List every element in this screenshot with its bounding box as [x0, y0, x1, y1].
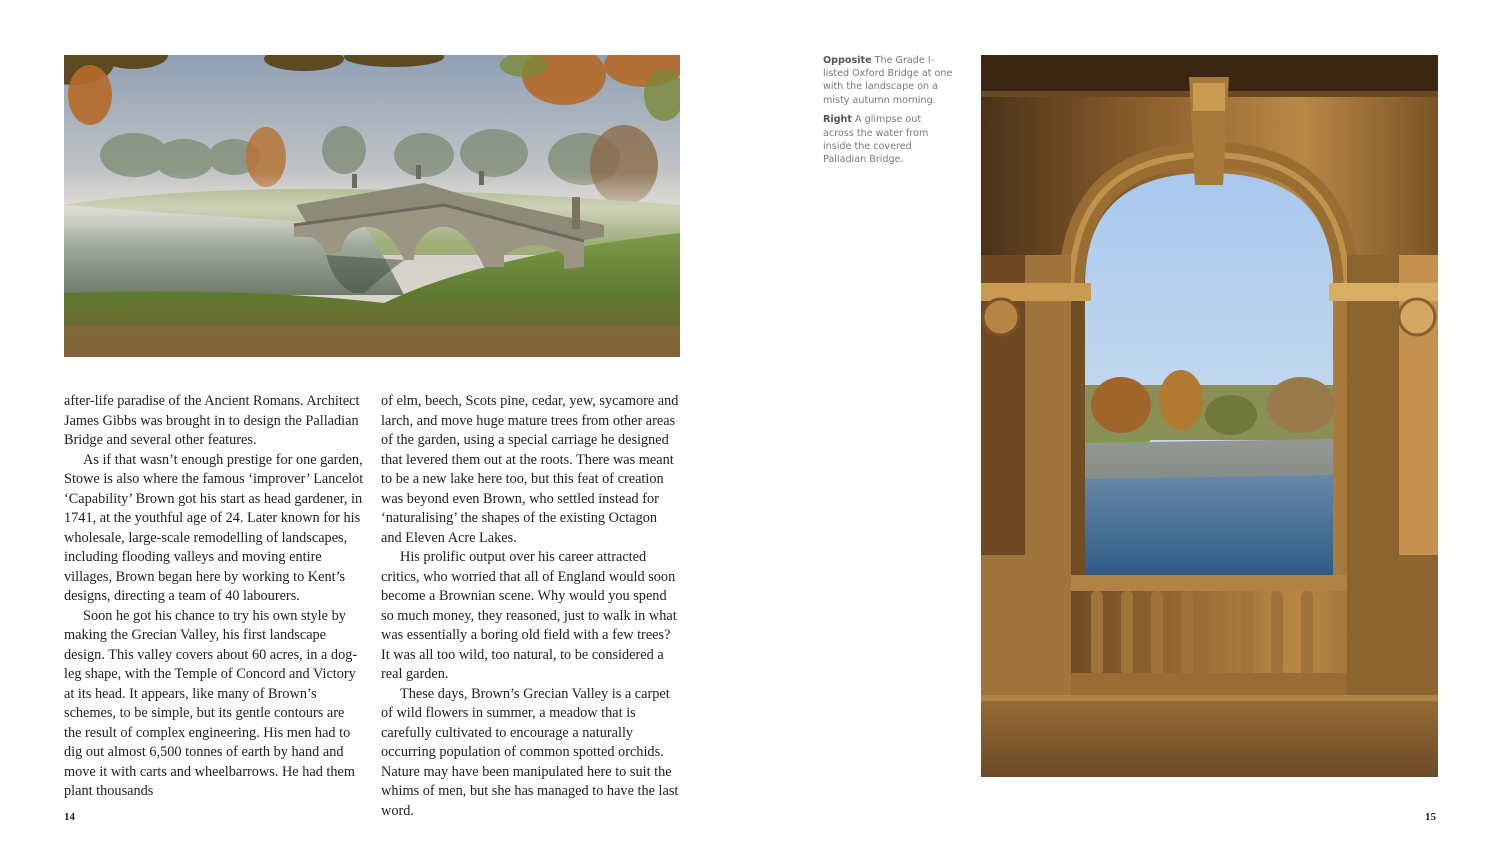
body-column-2 [381, 392, 681, 821]
caption-label: Opposite [823, 55, 872, 66]
body-column-1 [64, 392, 364, 802]
caption-right [823, 113, 953, 166]
caption-text: The Grade I-listed Oxford Bridge at one with the landscape on a misty autumn morning. [823, 55, 953, 106]
paragraph: of elm, beech, Scots pine, cedar, yew, sycamore and larch, and move huge mature trees from other areas of the garden, using a special carriage he designed that levered them out at the roots. There was meant to be a new lake here too, but this feat of creation was beyond even Brown, who settled instead for ‘naturalising’ the shapes of the existing Octagon and Eleven Acre Lakes. [381, 393, 679, 546]
right-page [750, 0, 1500, 866]
paragraph: Soon he got his chance to try his own style by making the Grecian Valley, his first landscape design. This valley covers about 60 acres, in a dog-leg shape, with the Temple of Concord and Victory at its head. It appears, like many of Brown’s schemes, to be simple, but its gentle contours are the result of complex engineering. His men had to dig out almost 6,500 tonnes of earth by hand and move it with carts and wheelbarrows. He had them plant thousands [64, 607, 358, 799]
page-number-right: 15 [1425, 811, 1436, 823]
page-number-left: 14 [64, 811, 75, 823]
oxford-bridge-photo [64, 55, 680, 357]
paragraph: As if that wasn’t enough prestige for one garden, Stowe is also where the famous ‘improver’ Lancelot ‘Capability’ Brown got his start as head gardener, in 1741, at the youthful age of 24. Later known for his wholesale, large-scale remodelling of landscapes, including flooding valleys and moving entire villages, Brown began here by working to Kent’s designs, directing a team of 40 labourers. [64, 451, 364, 604]
caption-opposite [823, 54, 953, 107]
photo-captions [823, 54, 953, 173]
paragraph: after-life paradise of the Ancient Romans. Architect James Gibbs was brought in to design the Palladian Bridge and several other features. [64, 393, 360, 448]
palladian-arch-photo [981, 55, 1438, 777]
paragraph: These days, Brown’s Grecian Valley is a carpet of wild flowers in summer, a meadow that is carefully cultivated to encourage a naturally occurring population of common spotted orchids. Nature may have been manipulated here to suit the whims of men, but she has managed to have the last word. [381, 685, 679, 819]
paragraph: His prolific output over his career attracted critics, who worried that all of England would soon become a Brownian scene. Why would you spend so much money, they reasoned, just to walk in what was essentially a boring old field with a few trees? It was all too wild, too natural, to be considered a real garden. [381, 549, 677, 682]
caption-text: A glimpse out across the water from inside the covered Palladian Bridge. [823, 114, 929, 165]
caption-label: Right [823, 114, 852, 126]
